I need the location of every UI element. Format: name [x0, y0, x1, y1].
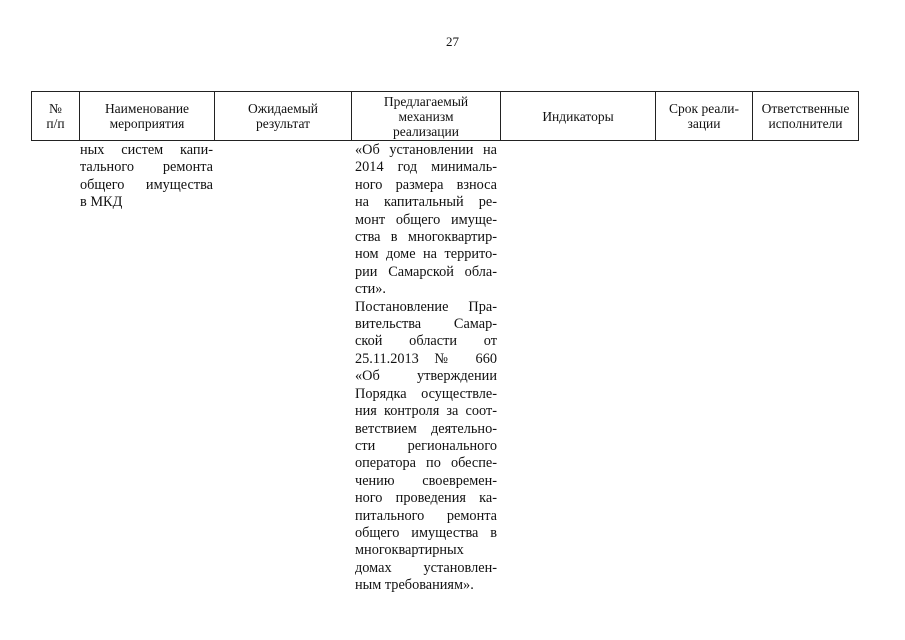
- text-line: 25.11.2013 № 660: [355, 350, 497, 367]
- text-line: общего имущества: [80, 176, 213, 193]
- text-line: на капитальный ре-: [355, 194, 497, 211]
- header-line: реализации: [393, 123, 459, 139]
- mechanism-column-text: [355, 142, 497, 595]
- header-line: Ожидаемый: [248, 101, 318, 116]
- header-line: исполнители: [768, 116, 843, 131]
- header-cell-number: [32, 92, 80, 141]
- text-line: ного размера взноса: [355, 176, 497, 193]
- text-line: оператора по обеспе-: [355, 455, 497, 472]
- header-line: п/п: [46, 116, 65, 131]
- text-line: Порядка осуществле-: [355, 385, 497, 402]
- header-line: Индикаторы: [542, 108, 614, 124]
- header-cell-name: [80, 92, 215, 141]
- header-cell-responsible: [753, 92, 859, 141]
- text-line: общего имущества в: [355, 524, 497, 541]
- text-line: «Об утверждении: [355, 368, 497, 385]
- text-line: Постановление Пра-: [355, 298, 497, 315]
- header-line: зации: [687, 116, 721, 131]
- header-line: механизм: [398, 108, 454, 124]
- text-line: ства в многоквартир-: [355, 229, 497, 246]
- header-line: Ответственные: [761, 101, 850, 116]
- header-line: Наименование: [104, 101, 190, 116]
- text-line: вительства Самар-: [355, 316, 497, 333]
- text-line: ской области от: [355, 333, 497, 350]
- header-cell-result: [215, 92, 352, 141]
- text-line: тального ремонта: [80, 159, 213, 176]
- text-line: ния контроля за соот-: [355, 403, 497, 420]
- header-cell-indicators: [501, 92, 656, 141]
- header-line: Срок реали-: [669, 101, 739, 116]
- text-line: монт общего имуще-: [355, 211, 497, 228]
- text-line: 2014 год минималь-: [355, 159, 497, 176]
- text-line: многоквартирных: [355, 542, 464, 559]
- header-cell-mechanism: [352, 92, 501, 141]
- header-line: №: [49, 101, 62, 116]
- text-line: ного проведения ка-: [355, 490, 497, 507]
- text-line: ных систем капи-: [80, 142, 213, 158]
- table-header: [31, 91, 859, 141]
- text-line: сти».: [355, 281, 386, 298]
- text-line: сти регионального: [355, 437, 497, 454]
- text-line: в МКД: [80, 194, 123, 211]
- name-column-text: [80, 142, 213, 212]
- text-line: ным требованиям».: [355, 577, 474, 594]
- text-line: чению своевремен-: [355, 472, 497, 489]
- text-line: домах установлен-: [355, 559, 497, 576]
- header-cell-deadline: [656, 92, 753, 141]
- text-line: «Об установлении на: [355, 142, 497, 158]
- header-line: мероприятия: [109, 116, 185, 131]
- text-line: рии Самарской обла-: [355, 263, 497, 280]
- page-number: 27: [446, 34, 459, 49]
- header-line: Предлагаемый: [383, 93, 469, 109]
- text-line: ветствием деятельно-: [355, 420, 497, 437]
- text-line: ном доме на террито-: [355, 246, 497, 263]
- header-line: результат: [255, 116, 311, 131]
- text-line: питального ремонта: [355, 507, 497, 524]
